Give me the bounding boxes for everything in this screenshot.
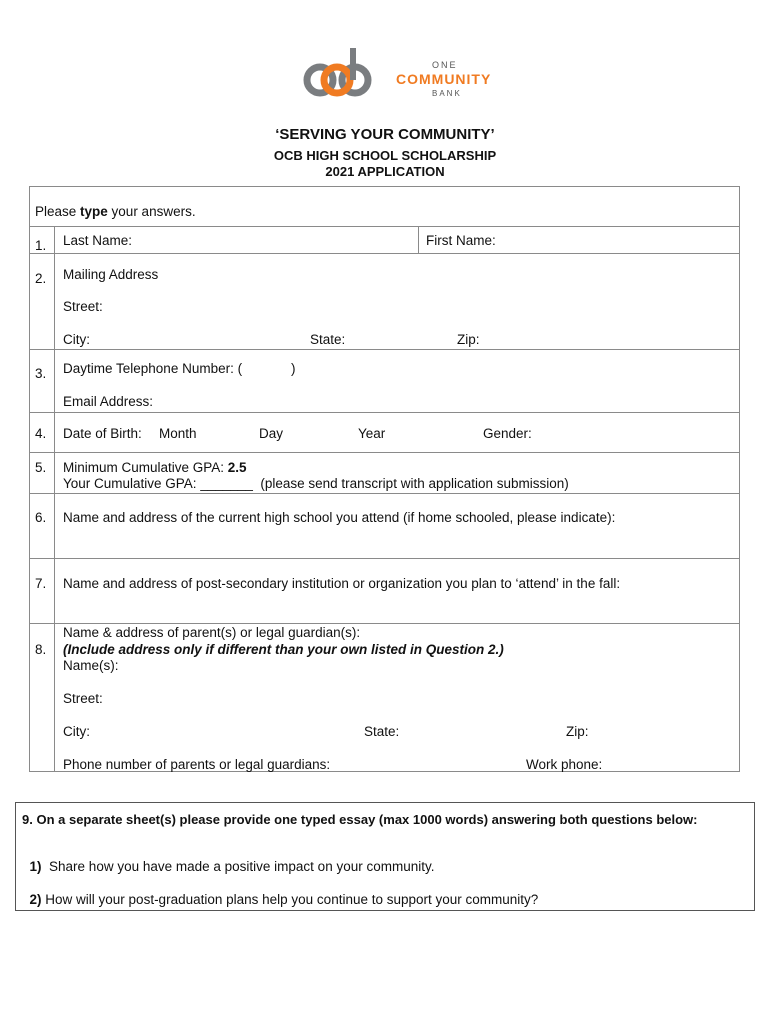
guardian-note: (Include address only if different than your own listed in Question 2.) <box>63 642 504 657</box>
guardian-work-phone-field[interactable]: Work phone: <box>526 757 603 772</box>
guardian-city-field[interactable]: City: <box>63 724 90 739</box>
city-field[interactable]: City: <box>63 332 90 347</box>
ocb-logo-icon <box>300 44 380 104</box>
email-field[interactable]: Email Address: <box>63 394 154 409</box>
guardian-state-field[interactable]: State: <box>364 724 400 739</box>
guardian-heading: Name & address of parent(s) or legal guardian(s): <box>63 625 361 640</box>
page-subtitle: OCB HIGH SCHOOL SCHOLARSHIP <box>273 148 497 163</box>
bank-logo <box>300 44 500 104</box>
question-number: 8. <box>35 642 47 657</box>
your-gpa-field[interactable]: Your Cumulative GPA: _______ (please send transcript with application submission) <box>63 476 569 491</box>
essay-question-2: 2) How will your post-graduation plans help you continue to support your community? <box>29 892 539 907</box>
essay-heading: 9. On a separate sheet(s) please provide one typed essay (max 1000 words) answering both questions below: <box>22 812 698 827</box>
question-number: 1. <box>35 238 47 253</box>
question-number: 6. <box>35 510 47 525</box>
post-secondary-field[interactable]: Name and address of post-secondary institution or organization you plan to ‘attend’ in the fall: <box>63 576 621 591</box>
last-name-field[interactable]: Last Name: <box>63 233 133 248</box>
street-field[interactable]: Street: <box>63 299 103 314</box>
min-gpa-text: Minimum Cumulative GPA: 2.5 <box>63 460 247 475</box>
page-subtitle-year: 2021 APPLICATION <box>325 164 445 179</box>
logo-community: COMMUNITY <box>396 71 492 87</box>
phone-field[interactable]: Daytime Telephone Number: ( <box>63 361 243 376</box>
guardian-phone-field[interactable]: Phone number of parents or legal guardians: <box>63 757 331 772</box>
guardian-zip-field[interactable]: Zip: <box>566 724 589 739</box>
question-number: 2. <box>35 271 47 286</box>
question-number: 5. <box>35 460 47 475</box>
form-instruction: Please type your answers. <box>35 204 196 219</box>
guardian-street-field[interactable]: Street: <box>63 691 103 706</box>
question-number: 3. <box>35 366 47 381</box>
high-school-field[interactable]: Name and address of the current high school you attend (if home schooled, please indicate): <box>63 510 616 525</box>
first-name-field[interactable]: First Name: <box>426 233 496 248</box>
dob-year-field[interactable]: Year <box>358 426 386 441</box>
logo-one: ONE <box>432 60 458 70</box>
guardian-names-field[interactable]: Name(s): <box>63 658 119 673</box>
essay-question-1: 1) Share how you have made a positive impact on your community. <box>29 859 435 874</box>
phone-close-paren: ) <box>291 361 296 376</box>
state-field[interactable]: State: <box>310 332 346 347</box>
mailing-address-label: Mailing Address <box>63 267 159 282</box>
dob-month-field[interactable]: Month <box>159 426 197 441</box>
zip-field[interactable]: Zip: <box>457 332 480 347</box>
gender-field[interactable]: Gender: <box>483 426 532 441</box>
question-number: 7. <box>35 576 47 591</box>
logo-bank: BANK <box>432 89 462 98</box>
dob-day-field[interactable]: Day <box>259 426 284 441</box>
dob-label: Date of Birth: <box>63 426 142 441</box>
question-number: 4. <box>35 426 47 441</box>
page-title: ‘SERVING YOUR COMMUNITY’ <box>275 126 495 143</box>
